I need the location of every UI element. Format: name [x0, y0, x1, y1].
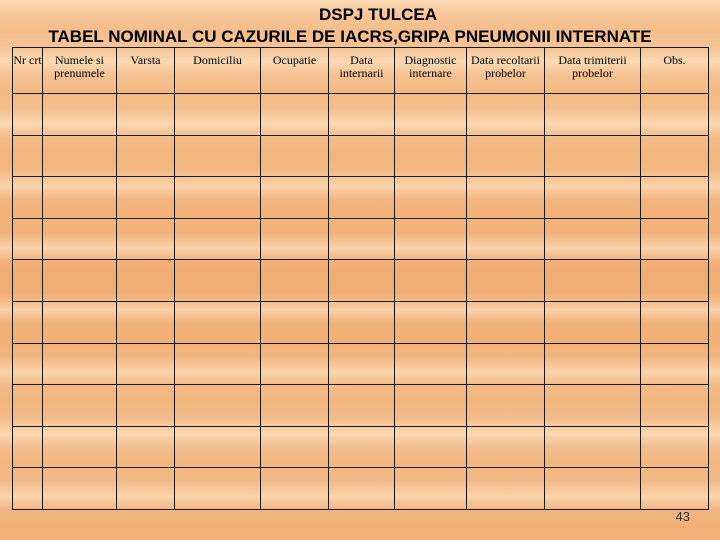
table-cell[interactable] — [395, 135, 467, 177]
table-cell[interactable] — [117, 343, 175, 385]
table-cell[interactable] — [329, 135, 395, 177]
nominal-table — [12, 47, 709, 510]
table-cell[interactable] — [329, 343, 395, 385]
table-cell[interactable] — [43, 260, 117, 302]
table-cell[interactable] — [175, 260, 261, 302]
table-cell[interactable] — [641, 177, 709, 219]
table-cell[interactable] — [467, 301, 545, 343]
table-cell[interactable] — [329, 218, 395, 260]
table-cell[interactable] — [13, 177, 43, 219]
table-cell[interactable] — [13, 343, 43, 385]
column-header-obs: Obs. — [641, 48, 709, 94]
table-row — [13, 426, 709, 468]
table-cell[interactable] — [175, 135, 261, 177]
table-cell[interactable] — [261, 260, 329, 302]
table-cell[interactable] — [641, 135, 709, 177]
table-cell[interactable] — [261, 94, 329, 136]
table-cell[interactable] — [117, 218, 175, 260]
table-cell[interactable] — [261, 385, 329, 427]
table-cell[interactable] — [175, 426, 261, 468]
table-cell[interactable] — [545, 301, 641, 343]
table-row — [13, 177, 709, 219]
table-cell[interactable] — [467, 177, 545, 219]
table-cell[interactable] — [467, 218, 545, 260]
table-cell[interactable] — [261, 177, 329, 219]
table-cell[interactable] — [467, 135, 545, 177]
table-cell[interactable] — [175, 385, 261, 427]
table-cell[interactable] — [117, 94, 175, 136]
table-cell[interactable] — [395, 343, 467, 385]
table-cell[interactable] — [175, 301, 261, 343]
table-cell[interactable] — [13, 426, 43, 468]
table-row — [13, 301, 709, 343]
table-cell[interactable] — [175, 343, 261, 385]
table-cell[interactable] — [395, 177, 467, 219]
table-cell[interactable] — [395, 218, 467, 260]
table-cell[interactable] — [467, 468, 545, 510]
table-cell[interactable] — [117, 426, 175, 468]
table-cell[interactable] — [117, 177, 175, 219]
table-cell[interactable] — [395, 260, 467, 302]
table-cell[interactable] — [13, 218, 43, 260]
table-cell[interactable] — [467, 94, 545, 136]
table-cell[interactable] — [43, 94, 117, 136]
table-cell[interactable] — [43, 343, 117, 385]
table-cell[interactable] — [641, 343, 709, 385]
table-row — [13, 260, 709, 302]
table-cell[interactable] — [641, 385, 709, 427]
column-header-ocupatie: Ocupatie — [261, 48, 329, 94]
table-cell[interactable] — [467, 426, 545, 468]
table-cell[interactable] — [117, 135, 175, 177]
table-cell[interactable] — [117, 260, 175, 302]
table-cell[interactable] — [261, 218, 329, 260]
table-cell[interactable] — [261, 468, 329, 510]
table-cell[interactable] — [261, 135, 329, 177]
table-cell[interactable] — [329, 385, 395, 427]
table-cell[interactable] — [395, 94, 467, 136]
column-header-data-recoltarii: Data recoltarii probelor — [467, 48, 545, 94]
table-cell[interactable] — [261, 343, 329, 385]
table-cell[interactable] — [175, 94, 261, 136]
table-cell[interactable] — [641, 301, 709, 343]
table-cell[interactable] — [175, 468, 261, 510]
table-cell[interactable] — [13, 385, 43, 427]
table-cell[interactable] — [641, 260, 709, 302]
table-cell[interactable] — [641, 94, 709, 136]
table-row — [13, 343, 709, 385]
table-cell[interactable] — [175, 218, 261, 260]
table-cell[interactable] — [641, 468, 709, 510]
table-title: TABEL NOMINAL CU CAZURILE DE IACRS,GRIPA PNEUMONII INTERNATE — [48, 27, 652, 46]
table-cell[interactable] — [43, 301, 117, 343]
column-header-nume: Numele si prenumele — [43, 48, 117, 94]
table-cell[interactable] — [329, 177, 395, 219]
table-cell[interactable] — [117, 468, 175, 510]
column-header-data-trimiterii: Data trimiterii probelor — [545, 48, 641, 94]
column-header-data-internarii: Data internarii — [329, 48, 395, 94]
table-header-row — [13, 48, 709, 94]
table-cell[interactable] — [395, 301, 467, 343]
table-cell[interactable] — [43, 135, 117, 177]
table-cell[interactable] — [395, 426, 467, 468]
table-cell[interactable] — [43, 385, 117, 427]
table-cell[interactable] — [467, 343, 545, 385]
table-cell[interactable] — [467, 385, 545, 427]
table-cell[interactable] — [329, 468, 395, 510]
table-cell[interactable] — [261, 301, 329, 343]
table-cell[interactable] — [175, 177, 261, 219]
table-cell[interactable] — [641, 218, 709, 260]
table-cell[interactable] — [545, 426, 641, 468]
table-cell[interactable] — [395, 468, 467, 510]
column-header-nr: Nr crt — [13, 48, 43, 94]
table-body — [13, 94, 709, 510]
table-row — [13, 135, 709, 177]
table-cell[interactable] — [117, 385, 175, 427]
table-cell[interactable] — [329, 94, 395, 136]
table-cell[interactable] — [641, 426, 709, 468]
table-row — [13, 218, 709, 260]
column-header-diagnostic: Diagnostic internare — [395, 48, 467, 94]
table-cell[interactable] — [117, 301, 175, 343]
table-cell[interactable] — [261, 426, 329, 468]
table-cell[interactable] — [13, 301, 43, 343]
table-row — [13, 385, 709, 427]
table-cell[interactable] — [545, 218, 641, 260]
table-cell[interactable] — [545, 468, 641, 510]
table-cell[interactable] — [43, 426, 117, 468]
table-cell[interactable] — [329, 426, 395, 468]
column-header-varsta: Varsta — [117, 48, 175, 94]
table-cell[interactable] — [545, 177, 641, 219]
table-cell[interactable] — [545, 343, 641, 385]
table-cell[interactable] — [13, 468, 43, 510]
table-cell[interactable] — [13, 94, 43, 136]
table-cell[interactable] — [545, 260, 641, 302]
table-cell[interactable] — [545, 135, 641, 177]
table-row — [13, 468, 709, 510]
table-cell[interactable] — [43, 468, 117, 510]
table-cell[interactable] — [43, 218, 117, 260]
title-block — [0, 4, 720, 47]
page-number: 43 — [675, 509, 690, 524]
table-cell[interactable] — [329, 301, 395, 343]
table-cell[interactable] — [329, 260, 395, 302]
table-cell[interactable] — [13, 135, 43, 177]
table-cell[interactable] — [395, 385, 467, 427]
table-cell[interactable] — [545, 385, 641, 427]
table-cell[interactable] — [545, 94, 641, 136]
org-title: DSPJ TULCEA — [318, 5, 438, 24]
table-cell[interactable] — [43, 177, 117, 219]
table-cell[interactable] — [13, 260, 43, 302]
table-cell[interactable] — [467, 260, 545, 302]
column-header-domiciliu: Domiciliu — [175, 48, 261, 94]
table-row — [13, 94, 709, 136]
